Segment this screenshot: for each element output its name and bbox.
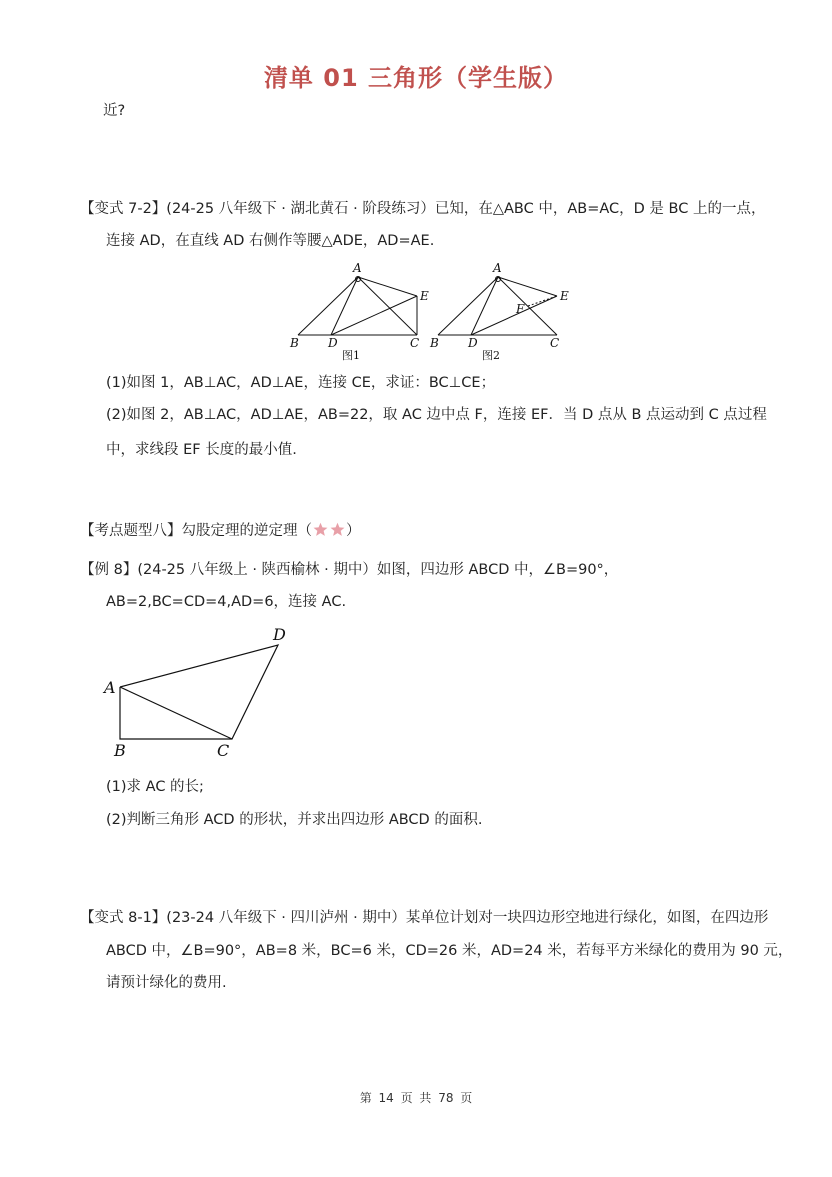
fig1-label-d: D (328, 336, 338, 350)
fig2-label-a: A (493, 261, 502, 275)
problem-7-2-line-2: 连接 AD，在直线 AD 右侧作等腰△ADE，AD=AE. (106, 233, 435, 249)
fig3-label-b: B (114, 741, 126, 760)
fig1-label-a: A (353, 261, 362, 275)
problem-7-2-part-1: (1)如图 1，AB⊥AC，AD⊥AE，连接 CE，求证：BC⊥CE； (106, 375, 496, 391)
fig3-label-c: C (217, 741, 230, 760)
figure-1 (288, 258, 438, 366)
fig2-label-b: B (430, 336, 439, 350)
example-8-line-1: 【例 8】(24-25 八年级上 · 陕西榆林 · 期中）如图，四边形 ABCD 中，∠B=90°， (80, 562, 619, 578)
example-8-part-2: (2)判断三角形 ACD 的形状，并求出四边形 ABCD 的面积. (106, 812, 483, 828)
fig2-caption: 图2 (482, 349, 500, 362)
fig1-label-c: C (410, 336, 420, 350)
fig2-label-d: D (468, 336, 478, 350)
figure-2 (428, 258, 578, 366)
section-heading-label: 【考点题型八】勾股定理的逆定理（ (80, 523, 312, 539)
fig3-label-d: D (273, 625, 286, 644)
figure-quadrilateral (100, 622, 300, 766)
star-icon (330, 522, 345, 537)
problem-7-2-part-2: (2)如图 2，AB⊥AC，AD⊥AE，AB=22，取 AC 边中点 F，连接 EF．当 D 点从 B 点运动到 C 点过程 (106, 407, 767, 423)
fig2-label-f: F (516, 302, 525, 316)
star-icon (313, 522, 328, 537)
problem-7-2-part-2-cont: 中，求线段 EF 长度的最小值. (106, 442, 297, 458)
page-footer: 第 14 页 共 78 页 (359, 1091, 473, 1105)
fig2-label-e: E (560, 289, 569, 303)
fig1-caption: 图1 (342, 349, 360, 362)
fig1-label-b: B (290, 336, 299, 350)
fig3-label-a: A (104, 678, 116, 697)
fig2-label-c: C (550, 336, 560, 350)
fig1-label-e: E (420, 289, 429, 303)
problem-8-1-line-1: 【变式 8-1】(23-24 八年级下 · 四川泸州 · 期中）某单位计划对一块四边形空地进行绿化，如图，在四边形 (80, 910, 769, 926)
example-8-line-2: AB=2,BC=CD=4,AD=6，连接 AC. (106, 594, 347, 610)
problem-7-2-line-1: 【变式 7-2】(24-25 八年级下 · 湖北黄石 · 阶段练习）已知，在△ABC 中，AB=AC，D 是 BC 上的一点， (80, 201, 766, 217)
problem-8-1-line-3: 请预计绿化的费用. (106, 975, 227, 991)
text-line: 近? (103, 103, 126, 119)
example-8-part-1: (1)求 AC 的长; (106, 779, 204, 795)
difficulty-stars (312, 523, 346, 539)
page-title: 清单 01 三角形（学生版） (263, 64, 569, 92)
problem-8-1-line-2: ABCD 中，∠B=90°，AB=8 米，BC=6 米，CD=26 米，AD=24 米，若每平方米绿化的费用为 90 元， (106, 943, 793, 959)
section-heading-close: ） (346, 523, 361, 539)
section-heading (80, 521, 361, 541)
